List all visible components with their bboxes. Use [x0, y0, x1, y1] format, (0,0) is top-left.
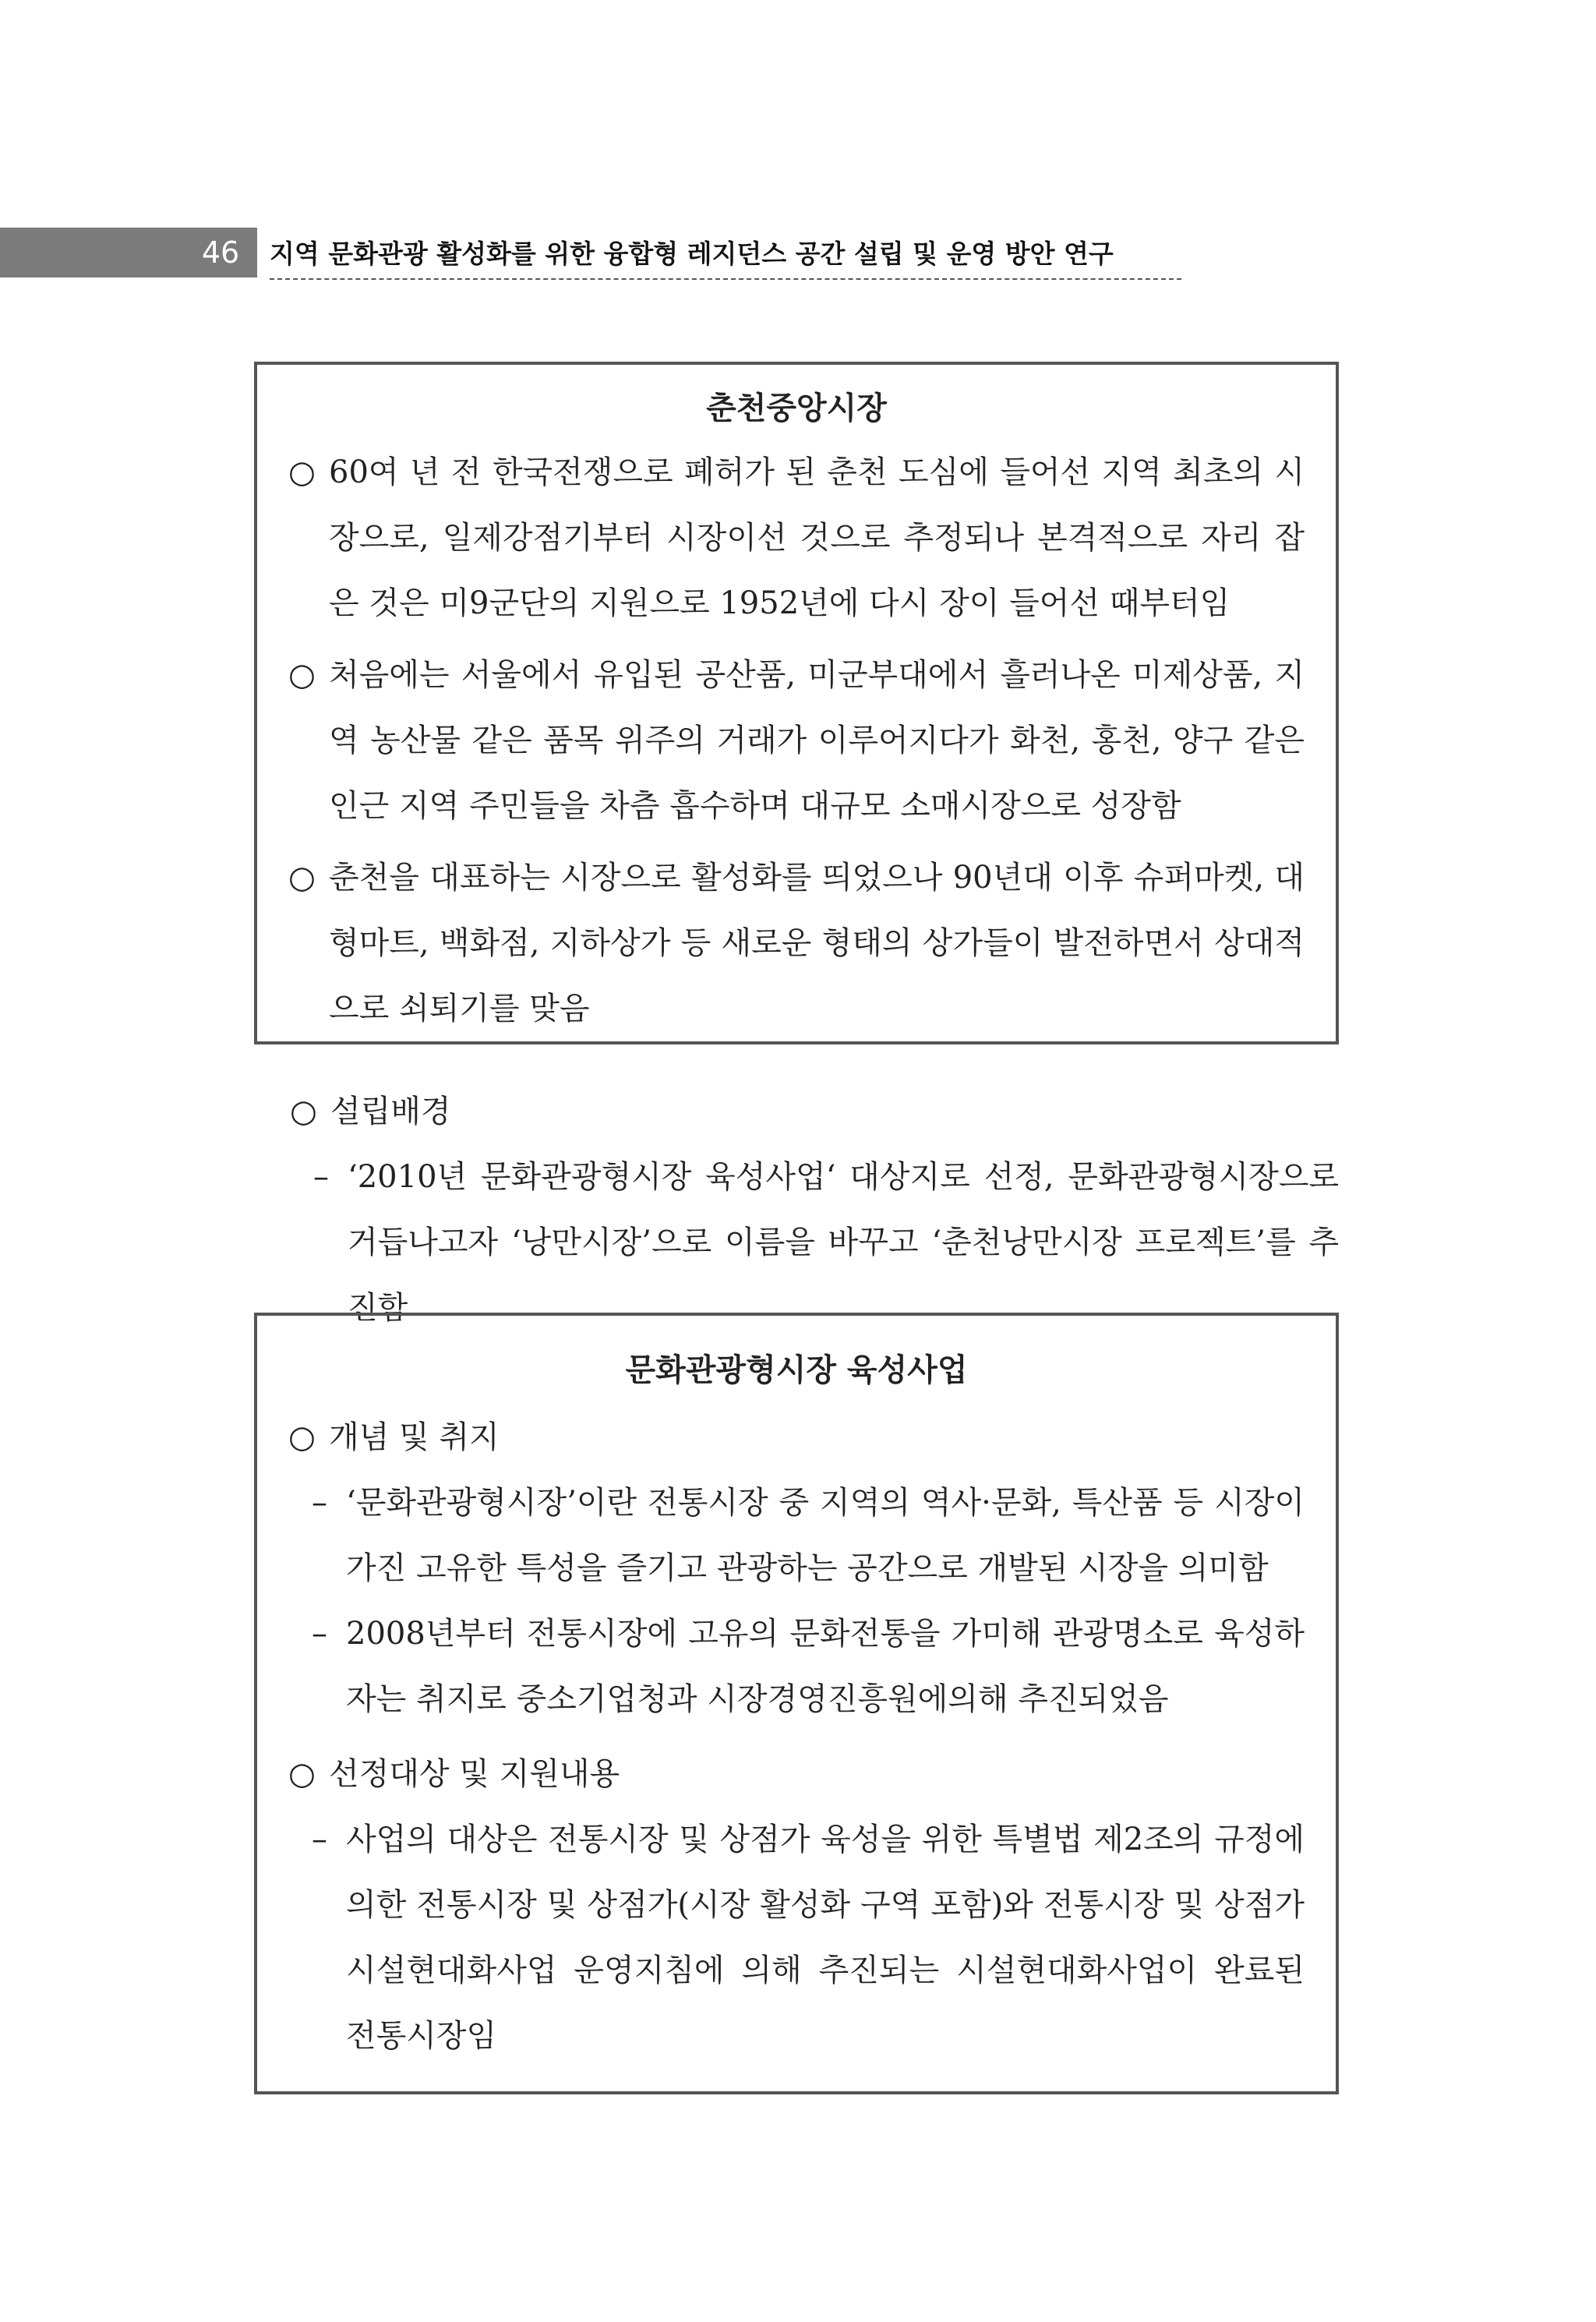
- background-section: [290, 1079, 1339, 1341]
- group-heading-text: 개념 및 취지: [329, 1419, 500, 1455]
- dash-bullet-icon: –: [312, 1616, 327, 1652]
- circle-bullet-icon: ○: [288, 454, 316, 490]
- circle-bullet-icon: ○: [288, 860, 316, 896]
- dash-item-text: 2008년부터 전통시장에 고유의 문화전통을 가미해 관광명소로 육성하자는 취지로 중소기업청과 시장경영진흥원에의해 추진되었음: [346, 1616, 1305, 1717]
- section-heading-text: 설립배경: [330, 1094, 451, 1129]
- dash-item-text: ‘2010년 문화관광형시장 육성사업‘ 대상지로 선정, 문화관광형시장으로 거듭나고자 ‘낭만시장’으로 이름을 바꾸고 ‘춘천낭만시장 프로젝트’를 추진함: [348, 1159, 1339, 1326]
- list-item-text: 춘천을 대표하는 시장으로 활성화를 띄었으나 90년대 이후 슈퍼마켓, 대형마트, 백화점, 지하상가 등 새로운 형태의 상가들이 발전하면서 상대적으로 쇠퇴기를 맞음: [329, 860, 1305, 1027]
- dash-item-text: ‘문화관광형시장’이란 전통시장 중 지역의 역사·문화, 특산품 등 시장이 가진 고유한 특성을 즐기고 관광하는 공간으로 개발된 시장을 의미함: [346, 1485, 1305, 1586]
- culture-tourism-market-box: [254, 1313, 1339, 2094]
- box-title: 문화관광형시장 육성사업: [625, 1352, 968, 1388]
- list-item-text: 처음에는 서울에서 유입된 공산품, 미군부대에서 흘러나온 미제상품, 지역 농산물 같은 품목 위주의 거래가 이루어지다가 화천, 홍천, 양구 같은 인근 지역 주민들을 차츰 흡수하며 대규모 소매시장으로 성장함: [329, 657, 1305, 824]
- box-title: 춘천중앙시장: [706, 390, 887, 426]
- circle-bullet-icon: ○: [288, 1419, 316, 1455]
- running-title: 지역 문화관광 활성화를 위한 융합형 레지던스 공간 설립 및 운영 방안 연구: [270, 234, 1181, 280]
- dash-item: [313, 1144, 1339, 1341]
- list-item-text: 60여 년 전 한국전쟁으로 폐허가 된 춘천 도심에 들어선 지역 최초의 시장으로, 일제강점기부터 시장이선 것으로 추정되나 본격적으로 자리 잡은 것은 미9군단의 지원으로 1952년에 다시 장이 들어선 때부터임: [329, 454, 1305, 621]
- list-item: [288, 845, 1305, 1041]
- group-heading: [288, 1741, 1305, 1807]
- circle-bullet-icon: ○: [288, 657, 316, 693]
- dash-bullet-icon: –: [312, 1822, 327, 1857]
- dash-item-text: 사업의 대상은 전통시장 및 상점가 육성을 위한 특별법 제2조의 규정에 의한 전통시장 및 상점가(시장 활성화 구역 포함)와 전통시장 및 상점가 시설현대화사업 운영지침에 의해 추진되는 시설현대화사업이 완료된 전통시장임: [346, 1822, 1305, 2054]
- dash-item: [312, 1601, 1305, 1732]
- dash-item: [312, 1807, 1305, 2069]
- group-heading-text: 선정대상 및 지원내용: [329, 1756, 620, 1792]
- chuncheon-market-box: [254, 362, 1339, 1044]
- page-number: 46: [201, 235, 240, 270]
- circle-bullet-icon: ○: [290, 1094, 317, 1129]
- dash-item: [312, 1470, 1305, 1601]
- list-item: [288, 642, 1305, 839]
- list-item: [288, 440, 1305, 636]
- section-heading: [290, 1079, 1339, 1144]
- dash-bullet-icon: –: [313, 1159, 329, 1195]
- dash-bullet-icon: –: [312, 1485, 327, 1521]
- circle-bullet-icon: ○: [288, 1756, 316, 1792]
- group-heading: [288, 1405, 1305, 1470]
